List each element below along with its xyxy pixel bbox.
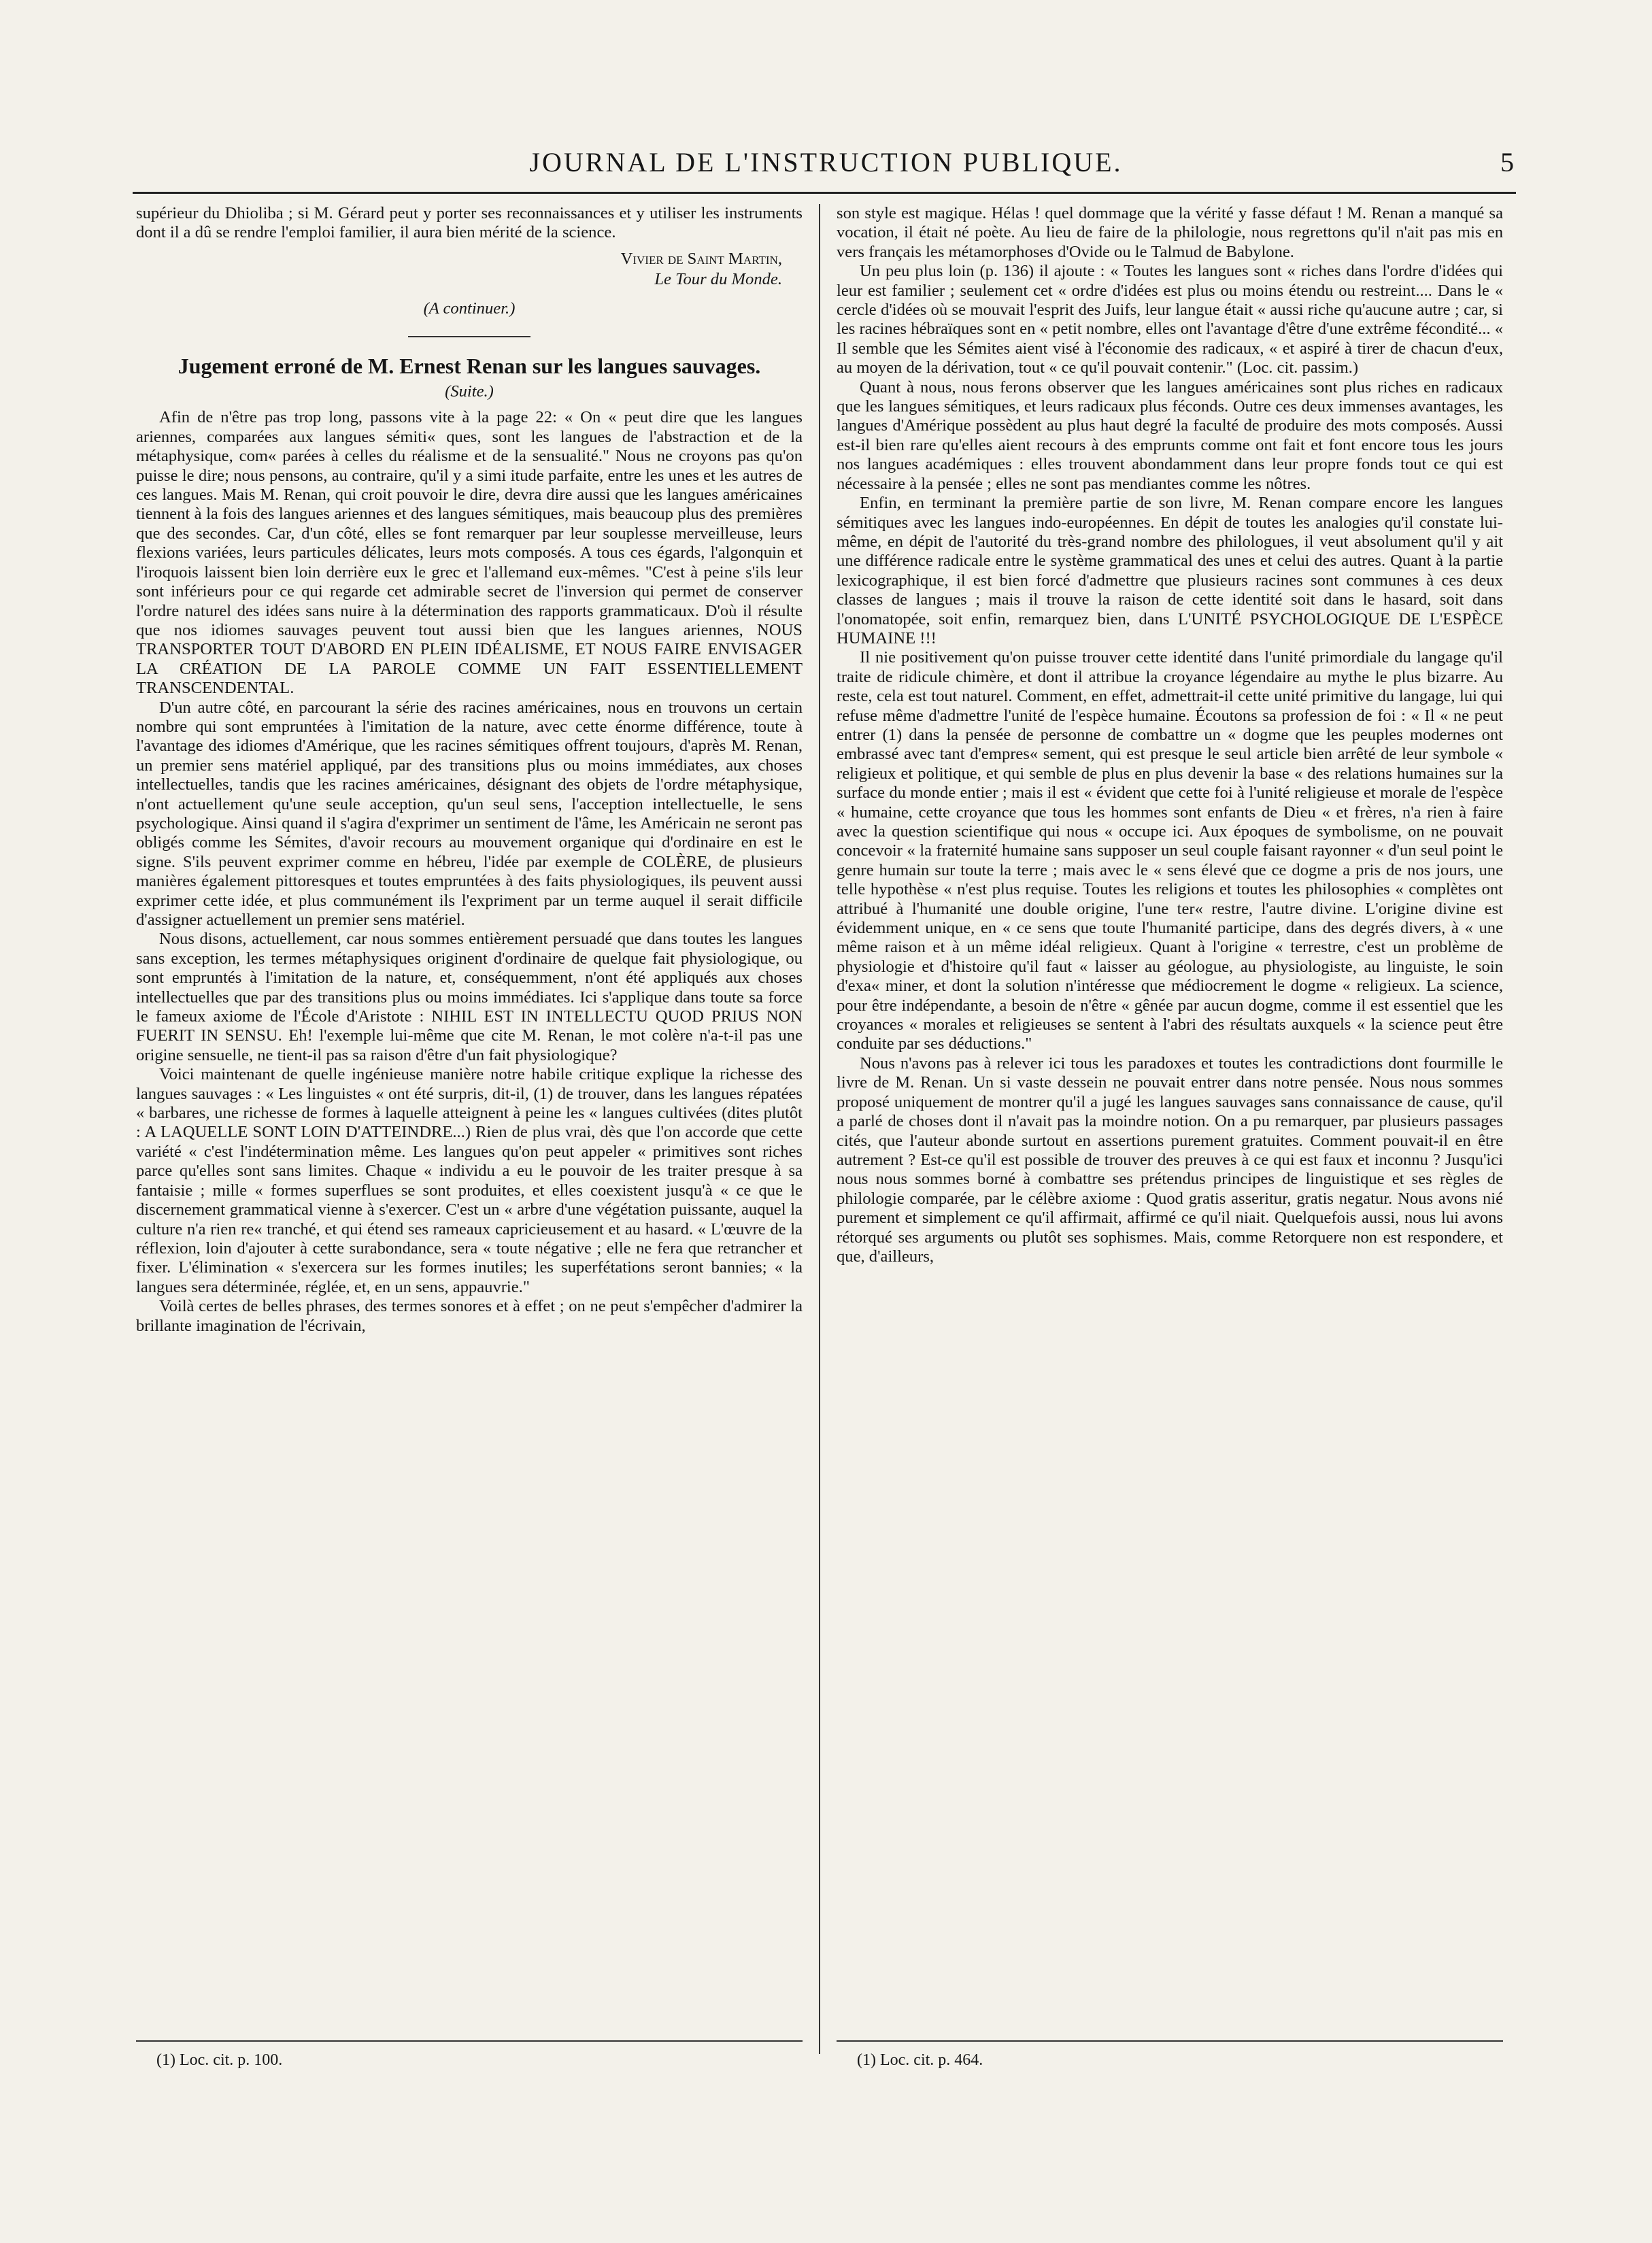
page-number: 5 — [1500, 147, 1516, 178]
signature-source: Le Tour du Monde. — [654, 270, 782, 289]
right-column — [837, 204, 1503, 1266]
to-continue-note: (A continuer.) — [423, 299, 516, 318]
signature: Vivier de Saint Martin, — [620, 249, 782, 268]
article-title: Jugement erroné de M. Ernest Renan sur les langues sauvages. — [178, 354, 761, 379]
left-column — [136, 204, 803, 1336]
article-paragraph: Nous n'avons pas à relever ici tous les paradoxes et toutes les contradictions dont fourmille le livre de M. Renan. Un si vaste dessein ne pouvait entrer dans notre pensée. Nous nous sommes proposé uniquement de montrer qu'il a jugé les langues sauvages sans connaissance de cause, qu'il a parlé de choses dont il n'avait pas la moindre notion. On a pu remarquer, par plusieurs passages cités, que l'auteur abonde surtout en assertions purement gratuites. Comment pouvait-il en être autrement ? Est-ce qu'il est possible de trouver des preuves à ce qui est faux et inconnu ? Jusqu'ici nous nous sommes borné à combattre ses prétendus principes de linguistique et ses règles de philologie comparée, par le célèbre axiome : Quod gratis asseritur, gratis negatur. Nous avons nié purement et simplement ce qu'il affirmait, affirmé ce qu'il niait. Quelquefois aussi, nous lui avons rétorqué ses arguments ou plutôt ses sophismes. Mais, comme Retorquere non est respondere, et que, d'ailleurs, — [837, 1053, 1503, 1266]
header-rule — [133, 192, 1516, 194]
article-paragraph: Afin de n'être pas trop long, passons vite à la page 22: « On « peut dire que les langues ariennes, comparées aux langues sémiti« ques, sont les langues de l'abstraction et de la métaphysique, com« parées à celles du réalisme et de la sensualité." Nous ne croyons pas qu'on puisse le dire; nous pensons, au contraire, qu'il y a simi itude parfaite, entre les unes et les autres de ces langues. Mais M. Renan, qui croit pouvoir le dire, devra dire aussi que les langues américaines tiennent à la fois des langues ariennes et des langues sémitiques, mais beaucoup plus des premières que des secondes. Car, d'un côté, elles se font remarquer par leur souplesse merveilleuse, leurs flexions variées, leurs particules délicates, leurs mots composés. A tous ces égards, l'algonquin et l'iroquois laissent bien loin derrière eux le grec et l'allemand eux-mêmes. "C'est à peine s'ils leur sont inférieurs pour ce qui regarde cet admirable secret de l'inversion qui permet de conserver l'ordre naturel des idées sans nuire à la détermination des rapports grammaticaux. D'où il résulte que nos idiomes sauvages peuvent tout aussi bien que les langues ariennes, NOUS TRANSPORTER TOUT D'ABORD EN PLEIN IDÉALISME, ET NOUS FAIRE ENVISAGER LA CRÉATION DE LA PAROLE COMME UN FAIT ESSENTIELLEMENT TRANSCENDENTAL. — [136, 408, 803, 698]
article-paragraph: Un peu plus loin (p. 136) il ajoute : « Toutes les langues sont « riches dans l'ordre d'idées qui leur est familier ; seulement cet « ordre d'idées est plus ou moins étendu ou restreint.... Dans le « cercle d'idées où se mouvait l'esprit des Juifs, leur langue était « aussi riche qu'aucune autre ; car, si les racines hébraïques sont en « petit nombre, elles ont l'avantage d'être d'une extrême fécondité... « Il semble que les Sémites aient visé à l'économie des radicaux, « et aspiré à tirer de chacun d'eux, au moyen de la dérivation, tout « ce qu'il pouvait contenir." (Loc. cit. passim.) — [837, 262, 1503, 377]
footnote-left: (1) Loc. cit. p. 100. — [156, 2051, 283, 2069]
article-paragraph: Quant à nous, nous ferons observer que les langues américaines sont plus riches en radicaux que les langues sémitiques, et leurs radicaux plus féconds. Outre ces deux immenses avantages, les langues d'Amérique possèdent au plus haut degré la faculté de produire des mots composés. Aussi est-il bien rare qu'elles aient recours à des emprunts comme ont fait et font encore tous les jours nos langues académiques : elles trouvent abondamment dans leur propre fonds tout ce qui est nécessaire à la pensée ; elles ne sont pas mendiantes comme les nôtres. — [837, 377, 1503, 493]
article-paragraph: son style est magique. Hélas ! quel dommage que la vérité y fasse défaut ! M. Renan a manqué sa vocation, il était né poète. Au lieu de faire de la philologie, nous regrettons qu'il n'ait pas mis en vers français les métamorphoses d'Ovide ou le Talmud de Babylone. — [837, 204, 1503, 261]
article-paragraph: Voilà certes de belles phrases, des termes sonores et à effet ; on ne peut s'empêcher d'admirer la brillante imagination de l'écrivain, — [136, 1297, 803, 1335]
intro-paragraph: supérieur du Dhioliba ; si M. Gérard peut y porter ses reconnaissances et y utiliser les instruments dont il a dû se rendre l'emploi familier, il aura bien mérité de la science. — [136, 204, 803, 242]
column-divider — [819, 204, 820, 2054]
journal-title: JOURNAL DE L'INSTRUCTION PUBLIQUE. — [529, 147, 1123, 178]
article-paragraph: Nous disons, actuellement, car nous sommes entièrement persuadé que dans toutes les langues sans exception, les termes métaphysiques originent d'ordinaire de quelque fait physiologique, ou sont empruntés à l'imitation de la nature, et, conséquemment, n'ont été appliqués aux choses intellectuelles que par des transitions plus ou moins immédiates. Ici s'applique dans toute sa force le fameux axiome de l'École d'Aristote : NIHIL EST IN INTELLECTU QUOD PRIUS NON FUERIT IN SENSU. Eh! l'exemple lui-même que cite M. Renan, le mot colère n'a-t-il pas une origine sensuelle, ne tient-il pas sa raison d'être d'un fait physiologique? — [136, 930, 803, 1064]
article-paragraph: D'un autre côté, en parcourant la série des racines américaines, nous en trouvons un certain nombre qui sont empruntées à l'imitation de la nature, avec cette énorme différence, toute à l'avantage des idiomes d'Amérique, que les racines sémitiques offrent toujours, d'après M. Renan, un premier sens matériel appliqué, par des transitions plus ou moins immédiates, aux choses intellectuelles, tandis que les racines américaines, désignant des objets de l'ordre métaphysique, n'ont actuellement qu'une seule acception, qu'un seul sens, l'acception intellectuelle, le sens psychologique. Ainsi quand il s'agira d'exprimer un sentiment de l'âme, les Américain ne seront pas obligés comme les Sémites, d'avoir recours au mouvement organique qui d'ordinaire en est le signe. S'ils peuvent exprimer comme en hébreu, l'idée par exemple de COLÈRE, de plusieurs manières également pittoresques et toutes empruntées à des faits physiologiques, ils peuvent aussi exprimer cette idée, et plus communément ils l'expriment par un terme auquel il serait difficile d'assigner actuellement un premier sens matériel. — [136, 698, 803, 929]
article-paragraph: Voici maintenant de quelle ingénieuse manière notre habile critique explique la richesse des langues sauvages : « Les linguistes « ont été surpris, dit-il, (1) de trouver, dans les langues répatées « barbares, une richesse de formes à laquelle atteignent à peine les « langues cultivées (dites plutôt : A LAQUELLE SONT LOIN D'ATTEINDRE...) Rien de plus vrai, dès que l'on accorde que cette variété « c'est l'indétermination même. Les langues qu'on peut appeler « primitives sont riches parce qu'elles sont sans limites. Chaque « individu a eu le pouvoir de les traiter presque à sa fantaisie ; mille « formes superflues se sont produites, et elles coexistent jusqu'à « ce que le discernement grammatical vienne à s'exercer. C'est un « arbre d'une végétation puissante, auquel la culture n'a rien re« tranché, et qui étend ses rameaux capricieusement et au hasard. « L'œuvre de la réflexion, loin d'ajouter à cette surabondance, sera « toute négative ; elle ne fera que retrancher et fixer. L'élimination « s'exercera sur les formes inutiles; les superfétations seront bannies; « la langues sera déterminée, réglée, et, en un sens, appauvrie." — [136, 1065, 803, 1296]
suite-label: (Suite.) — [445, 382, 494, 401]
footnote-rule-right — [837, 2040, 1503, 2042]
article-paragraph: Enfin, en terminant la première partie de son livre, M. Renan compare encore les langues sémitiques avec les langues indo-européennes. En dépit de toutes les analogies qu'il constate lui-même, en dépit de l'autorité du très-grand nombre des philologues, il veut absolument qu'il y ait une différence radicale entre le système grammatical des unes et celui des autres. Quant à la partie lexicographique, il est bien forcé d'admettre que plusieurs racines sont communes à ces deux classes de langues ; mais il trouve la raison de cette identité soit dans le hasard, soit dans l'onomatopée, soit enfin, remarquez bien, dans L'UNITÉ PSYCHOLOGIQUE DE L'ESPÈCE HUMAINE !!! — [837, 494, 1503, 647]
page-header — [136, 146, 1516, 187]
section-divider — [408, 336, 530, 337]
footnote-right: (1) Loc. cit. p. 464. — [857, 2051, 983, 2069]
article-paragraph: Il nie positivement qu'on puisse trouver cette identité dans l'unité primordiale du langage qu'il traite de ridicule chimère, et dont il attribue la croyance légendaire au mythe le plus bizarre. Au reste, cela est tout naturel. Comment, en effet, admettrait-il cette unité primitive du langage, lui qui refuse même d'admettre l'unité de l'espèce humaine. Écoutons sa profession de foi : « Il « ne peut entrer (1) dans la pensée de personne de combattre un « dogme que les peuples modernes ont embrassé avec tant d'empres« sement, qui est presque le seul article bien arrêté de leur symbole « religieux et politique, et qui semble de plus en plus devenir la base « des relations humaines sur la surface du monde entier ; mais il est « évident que cette foi à l'unité religieuse et morale de l'espèce « humaine, cette croyance que tous les hommes sont enfants de Dieu « et frères, n'a rien à faire avec la question scientifique qui nous « occupe ici. Aux époques de symbolisme, on ne pouvait concevoir « la fraternité humaine sans supposer un seul couple faisant rayonner « d'un seul point le genre humain sur toute la terre ; mais avec le « sens élevé que ce dogme a pris de nos jours, une telle hypothèse « n'est plus requise. Toutes les religions et toutes les philosophies « complètes ont attribué à l'humanité une double origine, l'une ter« restre, l'autre divine. L'origine divine est évidemment unique, en « ce sens que toute l'humanité participe, dans des degrés divers, à « une même raison et à un même idéal religieux. Quant à l'origine « terrestre, c'est un problème de physiologie et d'histoire qu'il faut « laisser au géologue, au physiologiste, au linguiste, le soin d'exa« miner, et dont la solution n'intéresse que médiocrement le dogme « religieux. La science, pour être indépendante, a besoin de n'être « gênée par aucun dogme, comme il est essentiel que les croyances « morales et religieuses se sentent à l'abri des résultats auxquels « la science peut être conduite par ses déductions." — [837, 648, 1503, 1053]
footnote-rule-left — [136, 2040, 803, 2042]
